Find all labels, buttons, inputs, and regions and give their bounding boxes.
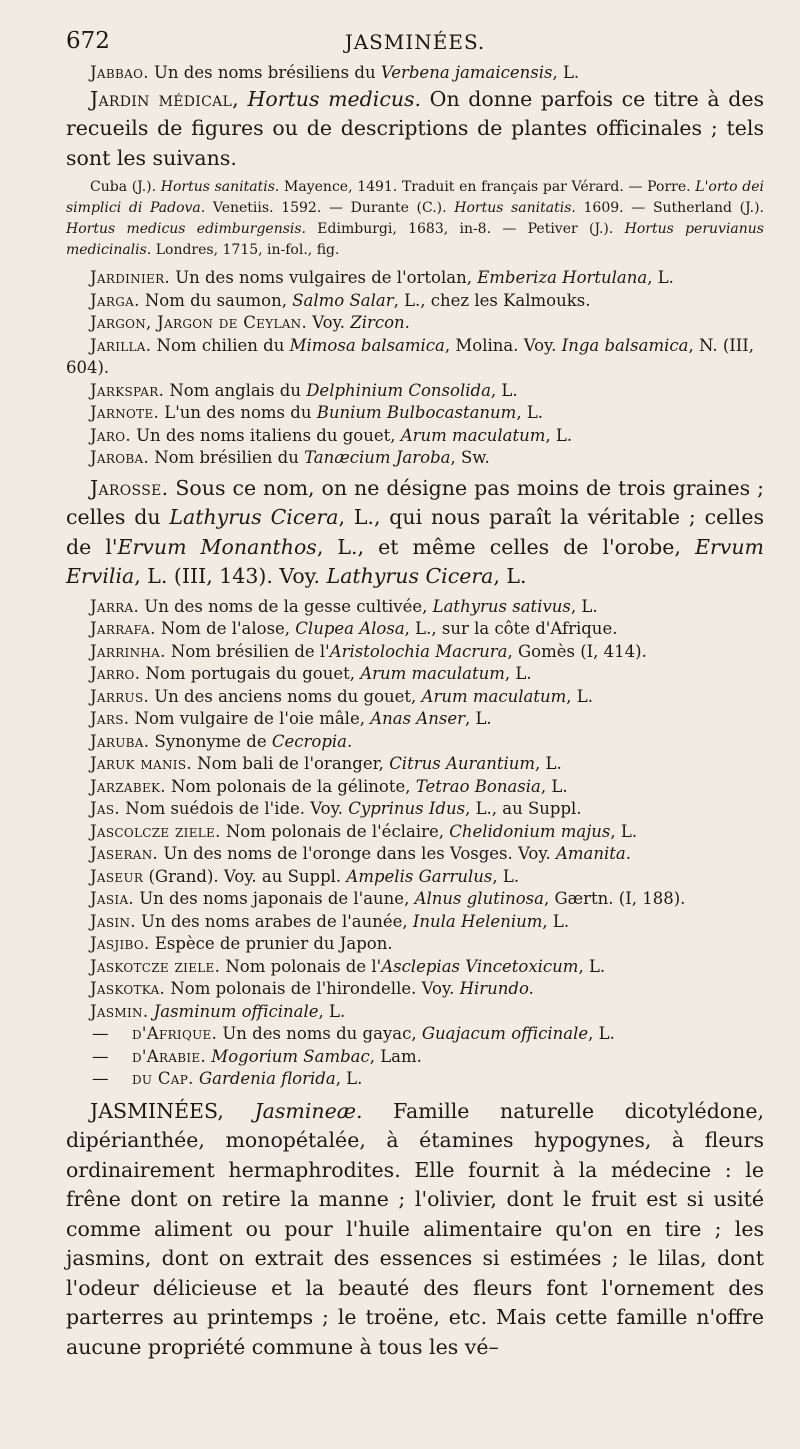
entry-jasmin: Jasmin. Jasminum officinale, L. xyxy=(90,1001,346,1021)
entry-jarrafa: Jarrafa. Nom de l'alose, Clupea Alosa, L., sur la côte d'Afrique. xyxy=(90,619,618,638)
entry-jarro: Jarro. Nom portugais du gouet, Arum maculatum, L. xyxy=(90,664,532,683)
entry-jasmin-du-cap: — du Cap. Gardenia florida, L. xyxy=(92,1069,363,1088)
entry-jarrus: Jarrus. Un des anciens noms du gouet, Arum maculatum, L. xyxy=(90,686,593,706)
entry-jabbao: Jabbao. Un des noms brésiliens du Verbena jamaicensis, L. xyxy=(90,63,580,82)
entry-jaruk-manis: Jaruk manis. Nom bali de l'oranger, Citrus Aurantium, L. xyxy=(90,754,562,773)
entry-jaskotka: Jaskotka. Nom polonais de l'hirondelle. Voy. Hirundo. xyxy=(90,979,534,998)
entry-jas: Jas. Nom suédois de l'ide. Voy. Cyprinus Idus, L., au Suppl. xyxy=(90,799,582,818)
entry-jardinier: Jardinier. Un des noms vulgaires de l'ortolan, Emberiza Hortulana, L. xyxy=(90,268,674,287)
entry-jarnote: Jarnote. L'un des noms du Bunium Bulbocastanum, L. xyxy=(90,403,544,422)
entry-jaseran: Jaseran. Un des noms de l'oronge dans les Vosges. Voy. Amanita. xyxy=(90,844,631,863)
page-header xyxy=(66,22,764,62)
entry-jardin-medical: Jardin médical, Hortus medicus. On donne parfois ce titre à des recueils de figures ou de descriptions de plantes officinales ; tels sont les suivans. xyxy=(66,86,764,170)
bibliography-references: Cuba (J.). Hortus sanitatis. Mayence, 1491. Traduit en français par Vérard. — Porre. L'orto dei simplici di Padova. Venetiis. 1592. — Durante (C.). Hortus sanitatis. 1609. — Sutherland (J.). Hortus medicus edimburgensis. Edimburgi, 1683, in-8. — Petiver (J.). Hortus peruvianus medicinalis. Londres, 1715, in-fol., fig. xyxy=(66,179,765,258)
entry-jaruba: Jaruba. Synonyme de Cecropia. xyxy=(90,731,353,751)
entry-jasjibo: Jasjibo. Espèce de prunier du Japon. xyxy=(90,934,393,953)
entry-jaroba: Jaroba. Nom brésilien du Tanæcium Jaroba, Sw. xyxy=(90,448,490,467)
page-number: 672 xyxy=(66,28,110,54)
entry-jasin: Jasin. Un des noms arabes de l'aunée, Inula Helenium, L. xyxy=(90,911,570,931)
entry-jars: Jars. Nom vulgaire de l'oie mâle, Anas Anser, L. xyxy=(90,709,492,728)
entry-jargon: Jargon, Jargon de Ceylan. Voy. Zircon. xyxy=(90,313,410,332)
entry-jarkspar: Jarkspar. Nom anglais du Delphinium Consolida, L. xyxy=(90,380,518,400)
entry-jaseur: Jaseur (Grand). Voy. au Suppl. Ampelis Garrulus, L. xyxy=(90,866,520,886)
entry-jarga: Jarga. Nom du saumon, Salmo Salar, L., chez les Kalmouks. xyxy=(90,290,591,310)
running-head: JASMINÉES. xyxy=(344,30,486,54)
entry-jasia: Jasia. Un des noms japonais de l'aune, Alnus glutinosa, Gærtn. (I, 188). xyxy=(90,889,686,908)
entry-jascolcze-ziele: Jascolcze ziele. Nom polonais de l'éclaire, Chelidonium majus, L. xyxy=(90,821,638,841)
entry-jarosse: Jarosse. Sous ce nom, on ne désigne pas moins de trois graines ; celles du Lathyrus Cicera, L., qui nous paraît la véritable ; celles de l'Ervum Monanthos, L., et même celles de l'orobe, Ervum Ervilia, L. (III, 143). Voy. Lathyrus Cicera, L. xyxy=(66,475,764,588)
entry-jasmin-d-arabie: — d'Arabie. Mogorium Sambac, Lam. xyxy=(92,1046,422,1066)
entry-jaskotcze-ziele: Jaskotcze ziele. Nom polonais de l'Asclepias Vincetoxicum, L. xyxy=(90,956,606,976)
entry-jaro: Jaro. Un des noms italiens du gouet, Arum maculatum, L. xyxy=(90,425,573,445)
entry-jarrinha: Jarrinha. Nom brésilien de l'Aristolochia Macrura, Gomès (I, 414). xyxy=(90,641,647,661)
entry-jasmin-d-afrique: — d'Afrique. Un des noms du gayac, Guajacum officinale, L. xyxy=(92,1024,615,1043)
entry-jasminees: JASMINÉES, Jasmineæ. Famille naturelle dicotylédone, dipérianthée, monopétalée, à étamines hypogynes, à fleurs ordinairement hermaphrodites. Elle fournit à la médecine : le frêne dont on retire la manne ; l'olivier, dont le fruit est si usité comme aliment ou pour l'huile alimentaire qu'on en tire ; les jasmins, dont on extrait des essences si estimées ; le lilas, dont l'odeur délicieuse et la beauté des fleurs font l'ornement des parterres au printemps ; le troëne, etc. Mais cette famille n'offre aucune propriété commune à tous les vé– xyxy=(66,1098,765,1359)
entry-jarra: Jarra. Un des noms de la gesse cultivée, Lathyrus sativus, L. xyxy=(90,596,598,616)
entry-jarzabek: Jarzabek. Nom polonais de la gélinote, Tetrao Bonasia, L. xyxy=(90,776,568,796)
entry-jarilla: Jarilla. Nom chilien du Mimosa balsamica, Molina. Voy. Inga balsamica, N. (III, 604). xyxy=(66,335,755,377)
